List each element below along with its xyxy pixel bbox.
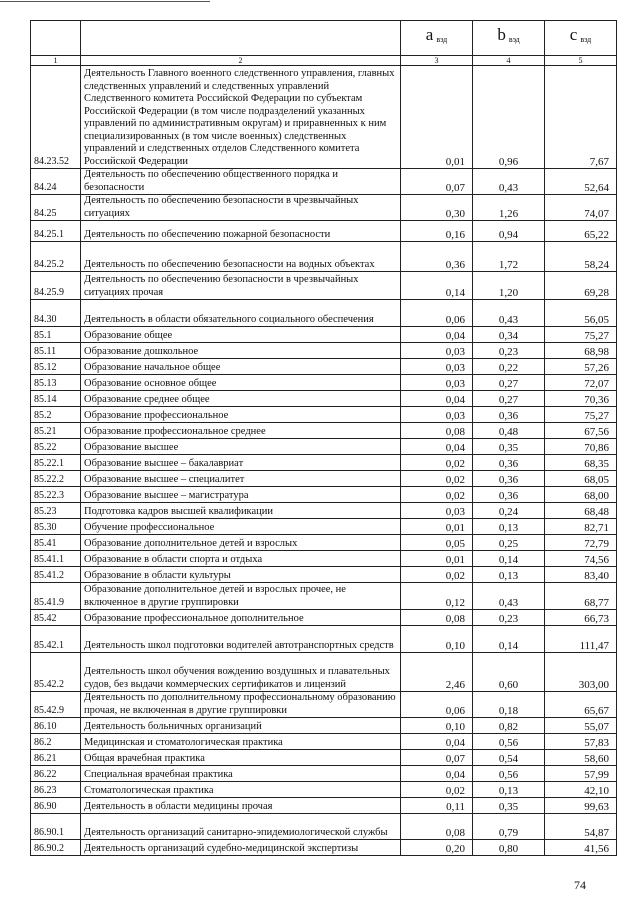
row-value-a: 0,04 xyxy=(401,734,473,750)
row-value-b: 0,43 xyxy=(473,583,545,610)
row-value-a: 0,04 xyxy=(401,327,473,343)
table-row xyxy=(31,718,617,734)
header-b-letter: b xyxy=(497,25,506,45)
row-value-c: 72,07 xyxy=(545,375,617,391)
row-value-a: 0,20 xyxy=(401,840,473,856)
row-value-a: 0,02 xyxy=(401,487,473,503)
row-value-b: 0,36 xyxy=(473,407,545,423)
table-row xyxy=(31,782,617,798)
row-name: Медицинская и стоматологическая практика xyxy=(81,734,401,750)
row-name: Образование высшее – специалитет xyxy=(81,471,401,487)
row-value-b: 0,82 xyxy=(473,718,545,734)
row-value-b: 1,20 xyxy=(473,272,545,300)
row-code: 85.21 xyxy=(31,423,81,439)
row-value-c: 65,22 xyxy=(545,221,617,242)
table-row xyxy=(31,66,617,169)
row-code: 85.42.1 xyxy=(31,626,81,653)
row-code: 86.21 xyxy=(31,750,81,766)
row-name: Деятельность по обеспечению общественного порядка и безопасности xyxy=(81,169,401,195)
row-code: 86.2 xyxy=(31,734,81,750)
row-value-c: 75,27 xyxy=(545,327,617,343)
row-code: 85.2 xyxy=(31,407,81,423)
row-name: Образование в области спорта и отдыха xyxy=(81,551,401,567)
row-value-a: 0,04 xyxy=(401,439,473,455)
header-c-cell xyxy=(545,21,617,56)
column-number: 3 xyxy=(401,56,473,66)
row-value-c: 111,47 xyxy=(545,626,617,653)
row-value-b: 0,35 xyxy=(473,798,545,814)
row-value-a: 0,06 xyxy=(401,692,473,718)
row-value-a: 0,07 xyxy=(401,169,473,195)
row-value-b: 0,43 xyxy=(473,300,545,327)
row-value-b: 0,25 xyxy=(473,535,545,551)
row-value-a: 0,04 xyxy=(401,766,473,782)
row-value-c: 303,00 xyxy=(545,653,617,692)
header-b-subscript: вэд xyxy=(508,35,520,45)
row-value-a: 0,30 xyxy=(401,195,473,221)
row-value-c: 57,83 xyxy=(545,734,617,750)
column-number: 2 xyxy=(81,56,401,66)
column-number: 4 xyxy=(473,56,545,66)
row-value-c: 82,71 xyxy=(545,519,617,535)
table-row xyxy=(31,814,617,840)
row-value-c: 70,36 xyxy=(545,391,617,407)
row-value-c: 54,87 xyxy=(545,814,617,840)
row-value-b: 0,13 xyxy=(473,519,545,535)
row-value-c: 69,28 xyxy=(545,272,617,300)
row-value-c: 74,07 xyxy=(545,195,617,221)
row-value-a: 0,03 xyxy=(401,503,473,519)
row-value-b: 0,34 xyxy=(473,327,545,343)
row-value-a: 0,16 xyxy=(401,221,473,242)
row-name: Образование в области культуры xyxy=(81,567,401,583)
row-value-a: 0,06 xyxy=(401,300,473,327)
table-row xyxy=(31,766,617,782)
row-code: 85.41.9 xyxy=(31,583,81,610)
table-row xyxy=(31,359,617,375)
table-row xyxy=(31,610,617,626)
row-value-b: 0,24 xyxy=(473,503,545,519)
row-value-a: 0,05 xyxy=(401,535,473,551)
row-value-b: 0,35 xyxy=(473,439,545,455)
table-row xyxy=(31,487,617,503)
row-value-a: 0,02 xyxy=(401,471,473,487)
row-value-b: 0,27 xyxy=(473,391,545,407)
table-row xyxy=(31,375,617,391)
row-code: 84.23.52 xyxy=(31,66,81,169)
row-code: 85.42 xyxy=(31,610,81,626)
row-value-c: 68,00 xyxy=(545,487,617,503)
row-code: 84.24 xyxy=(31,169,81,195)
row-value-a: 0,03 xyxy=(401,343,473,359)
row-value-a: 0,11 xyxy=(401,798,473,814)
row-value-c: 75,27 xyxy=(545,407,617,423)
table-row xyxy=(31,692,617,718)
row-value-b: 0,36 xyxy=(473,455,545,471)
table-row xyxy=(31,221,617,242)
table-row xyxy=(31,519,617,535)
table-row xyxy=(31,195,617,221)
row-value-c: 68,05 xyxy=(545,471,617,487)
row-name: Образование общее xyxy=(81,327,401,343)
row-value-b: 0,13 xyxy=(473,782,545,798)
row-name: Образование профессиональное xyxy=(81,407,401,423)
row-value-c: 57,26 xyxy=(545,359,617,375)
table-row xyxy=(31,567,617,583)
header-a-cell xyxy=(401,21,473,56)
row-value-a: 0,03 xyxy=(401,375,473,391)
table-row xyxy=(31,407,617,423)
row-value-b: 0,18 xyxy=(473,692,545,718)
row-value-a: 0,08 xyxy=(401,423,473,439)
row-value-c: 56,05 xyxy=(545,300,617,327)
coefficient-table xyxy=(30,20,617,856)
table-row xyxy=(31,423,617,439)
row-value-c: 72,79 xyxy=(545,535,617,551)
row-value-a: 0,08 xyxy=(401,814,473,840)
row-value-b: 0,54 xyxy=(473,750,545,766)
header-row xyxy=(31,21,617,56)
row-value-a: 0,02 xyxy=(401,567,473,583)
row-value-b: 0,27 xyxy=(473,375,545,391)
row-value-a: 0,03 xyxy=(401,359,473,375)
row-name: Специальная врачебная практика xyxy=(81,766,401,782)
row-name: Образование высшее xyxy=(81,439,401,455)
row-code: 85.14 xyxy=(31,391,81,407)
row-value-b: 0,36 xyxy=(473,487,545,503)
row-code: 86.22 xyxy=(31,766,81,782)
row-value-c: 57,99 xyxy=(545,766,617,782)
table-row xyxy=(31,840,617,856)
table-row xyxy=(31,503,617,519)
row-value-c: 58,24 xyxy=(545,242,617,272)
row-value-b: 0,36 xyxy=(473,471,545,487)
row-value-a: 0,12 xyxy=(401,583,473,610)
row-code: 85.22.1 xyxy=(31,455,81,471)
row-name: Образование дополнительное детей и взрослых xyxy=(81,535,401,551)
table-row xyxy=(31,169,617,195)
row-value-b: 0,94 xyxy=(473,221,545,242)
row-value-a: 0,01 xyxy=(401,66,473,169)
row-value-b: 0,96 xyxy=(473,66,545,169)
row-code: 85.22.3 xyxy=(31,487,81,503)
row-value-b: 0,43 xyxy=(473,169,545,195)
row-value-b: 0,22 xyxy=(473,359,545,375)
header-name-cell xyxy=(81,21,401,56)
header-c-letter: c xyxy=(569,25,578,45)
row-value-b: 0,23 xyxy=(473,343,545,359)
row-name: Обучение профессиональное xyxy=(81,519,401,535)
row-value-c: 74,56 xyxy=(545,551,617,567)
top-rule xyxy=(0,1,210,2)
table-row xyxy=(31,455,617,471)
row-name: Образование дошкольное xyxy=(81,343,401,359)
row-code: 84.25.1 xyxy=(31,221,81,242)
column-number-row xyxy=(31,56,617,66)
row-value-c: 66,73 xyxy=(545,610,617,626)
row-code: 85.12 xyxy=(31,359,81,375)
row-code: 84.25 xyxy=(31,195,81,221)
table-row xyxy=(31,343,617,359)
table-row xyxy=(31,734,617,750)
row-name: Образование профессиональное среднее xyxy=(81,423,401,439)
table-row xyxy=(31,242,617,272)
row-name: Образование среднее общее xyxy=(81,391,401,407)
row-value-a: 0,02 xyxy=(401,782,473,798)
row-value-c: 52,64 xyxy=(545,169,617,195)
header-c-subscript: вэд xyxy=(580,35,592,45)
row-value-c: 67,56 xyxy=(545,423,617,439)
row-value-b: 1,26 xyxy=(473,195,545,221)
table-row xyxy=(31,626,617,653)
row-code: 85.13 xyxy=(31,375,81,391)
header-a-subscript: вэд xyxy=(436,35,448,45)
row-value-c: 68,98 xyxy=(545,343,617,359)
row-value-c: 42,10 xyxy=(545,782,617,798)
row-name: Деятельность школ подготовки водителей автотранспортных средств xyxy=(81,626,401,653)
row-value-b: 0,56 xyxy=(473,734,545,750)
row-code: 85.41 xyxy=(31,535,81,551)
row-value-c: 99,63 xyxy=(545,798,617,814)
row-value-a: 0,01 xyxy=(401,519,473,535)
row-value-c: 68,48 xyxy=(545,503,617,519)
table-row xyxy=(31,272,617,300)
row-value-c: 68,35 xyxy=(545,455,617,471)
header-code-cell xyxy=(31,21,81,56)
row-code: 85.41.2 xyxy=(31,567,81,583)
column-number: 1 xyxy=(31,56,81,66)
row-value-b: 0,14 xyxy=(473,551,545,567)
row-code: 85.42.2 xyxy=(31,653,81,692)
row-name: Образование профессиональное дополнительное xyxy=(81,610,401,626)
row-name: Деятельность в области обязательного социального обеспечения xyxy=(81,300,401,327)
header-a-letter: a xyxy=(425,25,434,45)
row-code: 86.10 xyxy=(31,718,81,734)
row-name: Деятельность организаций судебно-медицинской экспертизы xyxy=(81,840,401,856)
row-name: Деятельность по обеспечению безопасности на водных объектах xyxy=(81,242,401,272)
row-value-c: 70,86 xyxy=(545,439,617,455)
row-value-b: 0,60 xyxy=(473,653,545,692)
row-code: 84.30 xyxy=(31,300,81,327)
row-name: Деятельность по обеспечению пожарной безопасности xyxy=(81,221,401,242)
row-value-c: 58,60 xyxy=(545,750,617,766)
table-row xyxy=(31,798,617,814)
row-code: 85.22.2 xyxy=(31,471,81,487)
row-name: Деятельность школ обучения вождению воздушных и плавательных судов, без выдачи коммерческих сертификатов и лицензий xyxy=(81,653,401,692)
row-value-a: 0,07 xyxy=(401,750,473,766)
row-name: Деятельность в области медицины прочая xyxy=(81,798,401,814)
row-name: Деятельность больничных организаций xyxy=(81,718,401,734)
row-value-c: 41,56 xyxy=(545,840,617,856)
table-row xyxy=(31,551,617,567)
table-row xyxy=(31,583,617,610)
row-value-c: 65,67 xyxy=(545,692,617,718)
row-value-a: 0,01 xyxy=(401,551,473,567)
row-name: Деятельность по дополнительному профессиональному образованию прочая, не включенная в другие группировки xyxy=(81,692,401,718)
row-value-a: 2,46 xyxy=(401,653,473,692)
row-code: 85.42.9 xyxy=(31,692,81,718)
row-code: 85.23 xyxy=(31,503,81,519)
row-value-a: 0,14 xyxy=(401,272,473,300)
row-value-a: 0,10 xyxy=(401,718,473,734)
row-value-c: 55,07 xyxy=(545,718,617,734)
row-code: 86.23 xyxy=(31,782,81,798)
row-value-a: 0,10 xyxy=(401,626,473,653)
table-row xyxy=(31,471,617,487)
row-value-b: 0,48 xyxy=(473,423,545,439)
row-name: Деятельность по обеспечению безопасности в чрезвычайных ситуациях xyxy=(81,195,401,221)
row-value-b: 0,80 xyxy=(473,840,545,856)
row-name: Общая врачебная практика xyxy=(81,750,401,766)
table-row xyxy=(31,300,617,327)
row-value-a: 0,02 xyxy=(401,455,473,471)
header-b-cell xyxy=(473,21,545,56)
row-name: Деятельность организаций санитарно-эпидемиологической службы xyxy=(81,814,401,840)
row-value-a: 0,36 xyxy=(401,242,473,272)
row-value-a: 0,03 xyxy=(401,407,473,423)
row-name: Образование высшее – бакалавриат xyxy=(81,455,401,471)
row-name: Деятельность по обеспечению безопасности в чрезвычайных ситуациях прочая xyxy=(81,272,401,300)
row-code: 86.90.1 xyxy=(31,814,81,840)
table-row xyxy=(31,391,617,407)
row-code: 85.30 xyxy=(31,519,81,535)
table-row xyxy=(31,653,617,692)
column-number: 5 xyxy=(545,56,617,66)
table-row xyxy=(31,535,617,551)
row-value-b: 0,14 xyxy=(473,626,545,653)
row-code: 85.1 xyxy=(31,327,81,343)
table-row xyxy=(31,327,617,343)
row-name: Образование дополнительное детей и взрослых прочее, не включенное в другие группировки xyxy=(81,583,401,610)
row-value-a: 0,04 xyxy=(401,391,473,407)
row-value-b: 0,56 xyxy=(473,766,545,782)
row-code: 85.22 xyxy=(31,439,81,455)
row-name: Подготовка кадров высшей квалификации xyxy=(81,503,401,519)
row-code: 84.25.2 xyxy=(31,242,81,272)
row-value-c: 83,40 xyxy=(545,567,617,583)
row-value-b: 1,72 xyxy=(473,242,545,272)
row-name: Образование основное общее xyxy=(81,375,401,391)
row-value-c: 68,77 xyxy=(545,583,617,610)
row-code: 86.90 xyxy=(31,798,81,814)
row-code: 86.90.2 xyxy=(31,840,81,856)
row-code: 84.25.9 xyxy=(31,272,81,300)
row-code: 85.11 xyxy=(31,343,81,359)
table-row xyxy=(31,439,617,455)
row-name: Образование начальное общее xyxy=(81,359,401,375)
row-name: Деятельность Главного военного следственного управления, главных следственных управлений и следственных управлений Следственного комитета Российской Федерации по субъектам Российской Федерации (в том числе подразделений указанных управлений по административным округам) и приравненных к ним специализированных (в том числе военных) следственных управлений и следственных отделов Следственного комитета Российской Федерации xyxy=(81,66,401,169)
row-value-a: 0,08 xyxy=(401,610,473,626)
row-value-b: 0,23 xyxy=(473,610,545,626)
row-name: Стоматологическая практика xyxy=(81,782,401,798)
row-code: 85.41.1 xyxy=(31,551,81,567)
row-value-b: 0,13 xyxy=(473,567,545,583)
page-number: 74 xyxy=(574,878,586,892)
row-name: Образование высшее – магистратура xyxy=(81,487,401,503)
row-value-b: 0,79 xyxy=(473,814,545,840)
table-row xyxy=(31,750,617,766)
row-value-c: 7,67 xyxy=(545,66,617,169)
